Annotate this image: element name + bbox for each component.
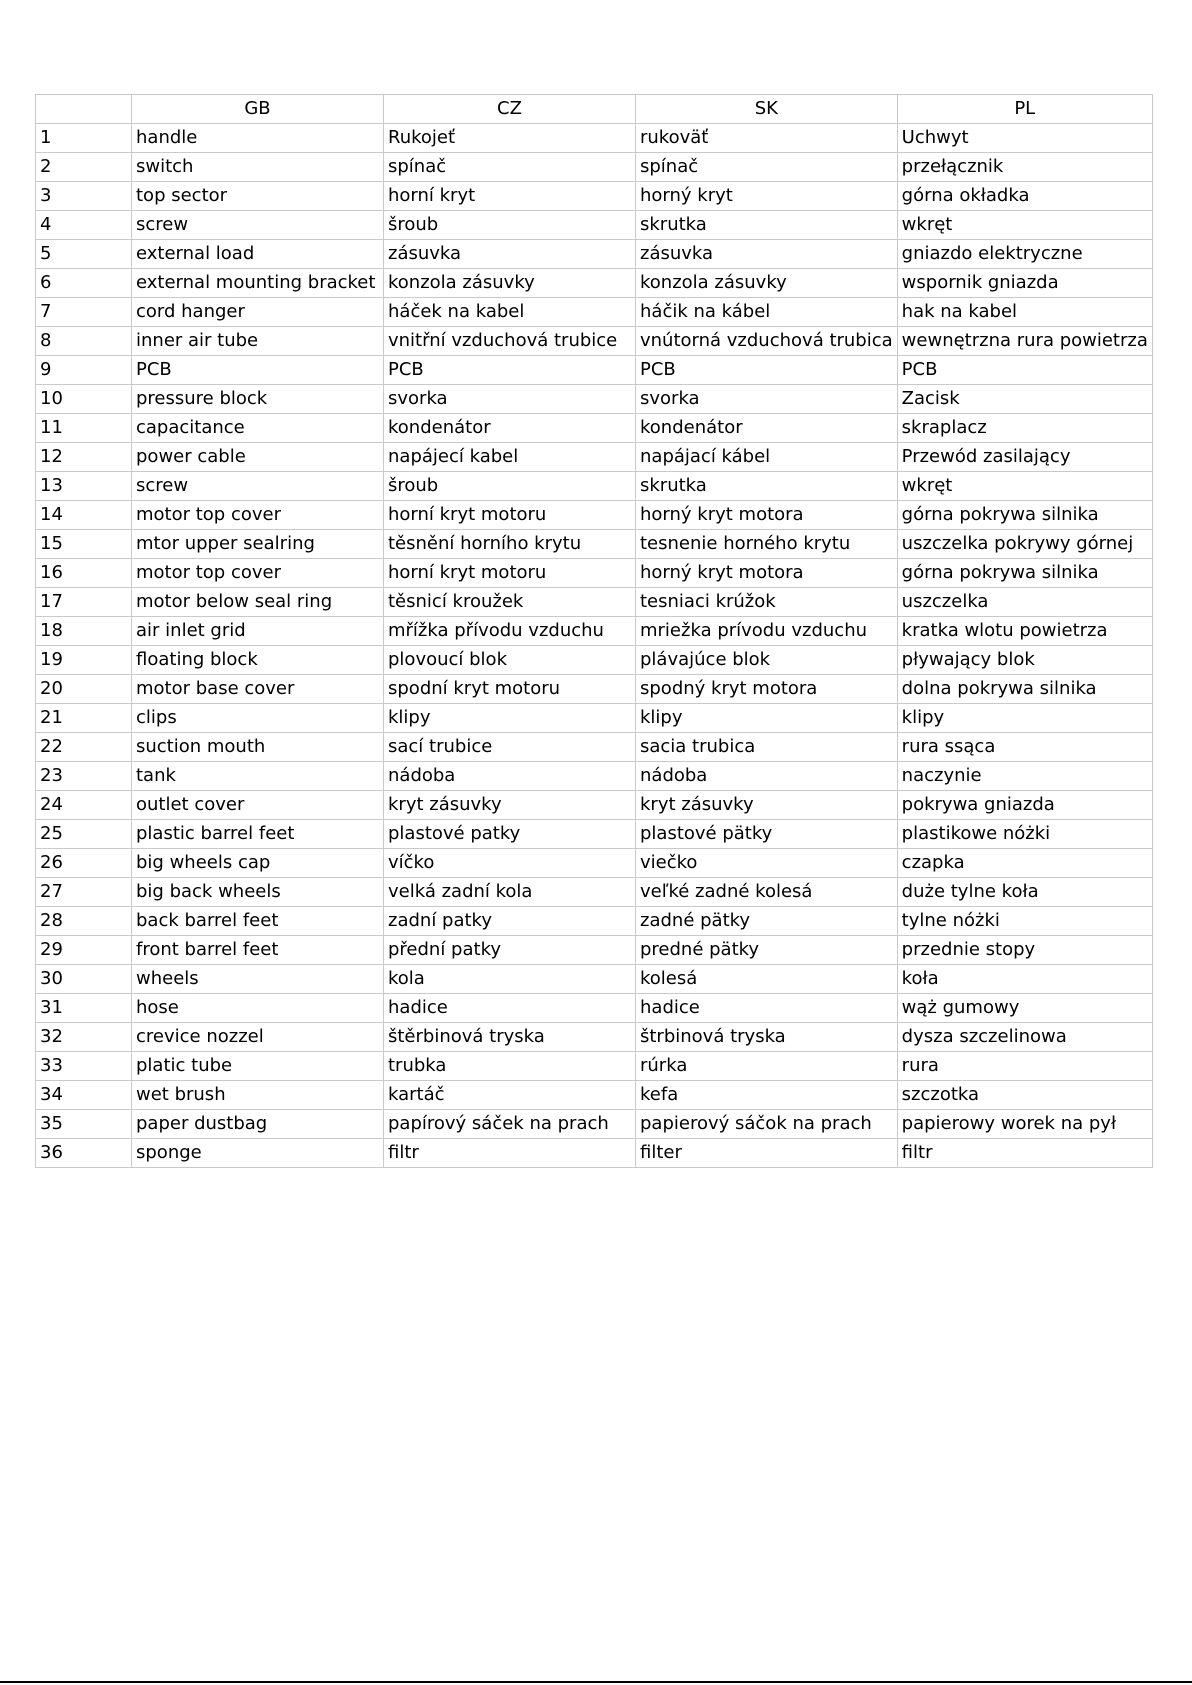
table-cell-index: 14 — [36, 501, 132, 530]
table-row — [36, 733, 1153, 762]
table-cell-cz: štěrbinová tryska — [384, 1023, 636, 1052]
table-cell-pl: rura ssąca — [897, 733, 1152, 762]
table-row — [36, 472, 1153, 501]
table-cell-sk: nádoba — [636, 762, 898, 791]
table-cell-sk: spodný kryt motora — [636, 675, 898, 704]
table-cell-pl: wewnętrzna rura powietrza — [897, 327, 1152, 356]
table-cell-cz: víčko — [384, 849, 636, 878]
table-cell-gb: outlet cover — [132, 791, 384, 820]
table-cell-index: 26 — [36, 849, 132, 878]
table-cell-index: 30 — [36, 965, 132, 994]
table-cell-index: 12 — [36, 443, 132, 472]
table-cell-pl: szczotka — [897, 1081, 1152, 1110]
table-cell-sk: rúrka — [636, 1052, 898, 1081]
table-cell-pl: wspornik gniazda — [897, 269, 1152, 298]
table-cell-gb: platic tube — [132, 1052, 384, 1081]
table-cell-gb: motor base cover — [132, 675, 384, 704]
table-cell-index: 34 — [36, 1081, 132, 1110]
table-cell-sk: horný kryt — [636, 182, 898, 211]
table-cell-cz: vnitřní vzduchová trubice — [384, 327, 636, 356]
table-cell-pl: wkręt — [897, 472, 1152, 501]
parts-translation-table — [35, 94, 1153, 1168]
table-cell-cz: klipy — [384, 704, 636, 733]
table-cell-cz: zadní patky — [384, 907, 636, 936]
table-row — [36, 1081, 1153, 1110]
table-cell-pl: dysza szczelinowa — [897, 1023, 1152, 1052]
table-cell-sk: háčik na kábel — [636, 298, 898, 327]
table-row — [36, 791, 1153, 820]
table-cell-pl: tylne nóżki — [897, 907, 1152, 936]
table-cell-pl: naczynie — [897, 762, 1152, 791]
header-cell-gb: GB — [132, 95, 384, 124]
table-cell-sk: horný kryt motora — [636, 501, 898, 530]
header-cell-sk: SK — [636, 95, 898, 124]
table-cell-gb: hose — [132, 994, 384, 1023]
table-cell-index: 19 — [36, 646, 132, 675]
table-cell-pl: przednie stopy — [897, 936, 1152, 965]
table-cell-gb: clips — [132, 704, 384, 733]
header-cell-cz: CZ — [384, 95, 636, 124]
table-row — [36, 878, 1153, 907]
table-cell-pl: pokrywa gniazda — [897, 791, 1152, 820]
table-cell-cz: trubka — [384, 1052, 636, 1081]
table-cell-gb: screw — [132, 472, 384, 501]
table-cell-gb: front barrel feet — [132, 936, 384, 965]
table-row — [36, 907, 1153, 936]
header-cell-pl: PL — [897, 95, 1152, 124]
table-cell-gb: pressure block — [132, 385, 384, 414]
header-row — [36, 95, 1153, 124]
table-cell-index: 33 — [36, 1052, 132, 1081]
table-row — [36, 153, 1153, 182]
table-cell-cz: svorka — [384, 385, 636, 414]
table-cell-sk: vnútorná vzduchová trubica — [636, 327, 898, 356]
table-cell-cz: velká zadní kola — [384, 878, 636, 907]
table-cell-pl: czapka — [897, 849, 1152, 878]
table-cell-index: 23 — [36, 762, 132, 791]
table-cell-gb: external load — [132, 240, 384, 269]
table-cell-pl: duże tylne koła — [897, 878, 1152, 907]
table-cell-pl: klipy — [897, 704, 1152, 733]
table-cell-index: 27 — [36, 878, 132, 907]
table-cell-cz: plovoucí blok — [384, 646, 636, 675]
table-row — [36, 443, 1153, 472]
table-cell-index: 2 — [36, 153, 132, 182]
table-cell-sk: rukoväť — [636, 124, 898, 153]
table-cell-gb: power cable — [132, 443, 384, 472]
table-cell-cz: konzola zásuvky — [384, 269, 636, 298]
table-cell-cz: papírový sáček na prach — [384, 1110, 636, 1139]
table-cell-cz: kondenátor — [384, 414, 636, 443]
table-cell-cz: horní kryt motoru — [384, 501, 636, 530]
table-cell-gb: paper dustbag — [132, 1110, 384, 1139]
table-row — [36, 1139, 1153, 1168]
table-cell-sk: PCB — [636, 356, 898, 385]
table-cell-sk: štrbinová tryska — [636, 1023, 898, 1052]
table-cell-index: 15 — [36, 530, 132, 559]
table-cell-cz: přední patky — [384, 936, 636, 965]
table-row — [36, 994, 1153, 1023]
table-cell-sk: kondenátor — [636, 414, 898, 443]
table-row — [36, 385, 1153, 414]
table-row — [36, 965, 1153, 994]
table-cell-pl: rura — [897, 1052, 1152, 1081]
table-row — [36, 936, 1153, 965]
table-cell-gb: PCB — [132, 356, 384, 385]
table-cell-index: 17 — [36, 588, 132, 617]
table-cell-cz: těsnění horního krytu — [384, 530, 636, 559]
table-cell-index: 5 — [36, 240, 132, 269]
table-cell-cz: šroub — [384, 211, 636, 240]
table-cell-index: 28 — [36, 907, 132, 936]
table-cell-index: 11 — [36, 414, 132, 443]
table-cell-gb: top sector — [132, 182, 384, 211]
table-row — [36, 559, 1153, 588]
table-cell-sk: kryt zásuvky — [636, 791, 898, 820]
table-cell-sk: plastové pätky — [636, 820, 898, 849]
table-cell-gb: handle — [132, 124, 384, 153]
table-cell-sk: napájací kábel — [636, 443, 898, 472]
table-cell-cz: kryt zásuvky — [384, 791, 636, 820]
table-cell-cz: zásuvka — [384, 240, 636, 269]
table-cell-sk: skrutka — [636, 211, 898, 240]
table-cell-cz: horní kryt — [384, 182, 636, 211]
table-row — [36, 501, 1153, 530]
table-cell-gb: air inlet grid — [132, 617, 384, 646]
table-row — [36, 617, 1153, 646]
table-cell-gb: wet brush — [132, 1081, 384, 1110]
table-row — [36, 269, 1153, 298]
table-cell-sk: viečko — [636, 849, 898, 878]
table-cell-index: 21 — [36, 704, 132, 733]
table-cell-sk: zadné pätky — [636, 907, 898, 936]
table-cell-sk: kolesá — [636, 965, 898, 994]
table-cell-pl: górna pokrywa silnika — [897, 501, 1152, 530]
table-cell-index: 22 — [36, 733, 132, 762]
table-row — [36, 849, 1153, 878]
table-cell-pl: filtr — [897, 1139, 1152, 1168]
table-cell-pl: hak na kabel — [897, 298, 1152, 327]
table-cell-pl: dolna pokrywa silnika — [897, 675, 1152, 704]
table-cell-pl: Uchwyt — [897, 124, 1152, 153]
table-cell-cz: spodní kryt motoru — [384, 675, 636, 704]
table-cell-sk: konzola zásuvky — [636, 269, 898, 298]
table-cell-index: 3 — [36, 182, 132, 211]
table-cell-cz: hadice — [384, 994, 636, 1023]
table-cell-sk: papierový sáčok na prach — [636, 1110, 898, 1139]
table-cell-gb: cord hanger — [132, 298, 384, 327]
table-cell-pl: uszczelka pokrywy górnej — [897, 530, 1152, 559]
table-cell-index: 13 — [36, 472, 132, 501]
table-cell-sk: predné pätky — [636, 936, 898, 965]
table-cell-pl: pływający blok — [897, 646, 1152, 675]
table-cell-index: 25 — [36, 820, 132, 849]
table-body — [36, 124, 1153, 1168]
table-row — [36, 675, 1153, 704]
header-cell-index — [36, 95, 132, 124]
table-cell-cz: sací trubice — [384, 733, 636, 762]
table-row — [36, 1023, 1153, 1052]
table-cell-pl: wkręt — [897, 211, 1152, 240]
table-cell-cz: háček na kabel — [384, 298, 636, 327]
table-cell-cz: těsnicí kroužek — [384, 588, 636, 617]
table-cell-pl: kratka wlotu powietrza — [897, 617, 1152, 646]
table-cell-gb: floating block — [132, 646, 384, 675]
table-cell-cz: šroub — [384, 472, 636, 501]
table-cell-cz: Rukojeť — [384, 124, 636, 153]
table-cell-pl: przełącznik — [897, 153, 1152, 182]
table-row — [36, 588, 1153, 617]
table-cell-cz: nádoba — [384, 762, 636, 791]
table-cell-pl: plastikowe nóżki — [897, 820, 1152, 849]
table-row — [36, 211, 1153, 240]
table-cell-cz: mřížka přívodu vzduchu — [384, 617, 636, 646]
table-cell-index: 6 — [36, 269, 132, 298]
table-cell-sk: plávajúce blok — [636, 646, 898, 675]
table-cell-index: 31 — [36, 994, 132, 1023]
table-row — [36, 820, 1153, 849]
table-cell-sk: mriežka prívodu vzduchu — [636, 617, 898, 646]
table-cell-sk: sacia trubica — [636, 733, 898, 762]
table-cell-sk: horný kryt motora — [636, 559, 898, 588]
table-cell-sk: zásuvka — [636, 240, 898, 269]
table-row — [36, 530, 1153, 559]
table-cell-index: 8 — [36, 327, 132, 356]
table-cell-cz: kola — [384, 965, 636, 994]
table-cell-gb: capacitance — [132, 414, 384, 443]
table-cell-sk: svorka — [636, 385, 898, 414]
table-cell-cz: spínač — [384, 153, 636, 182]
table-cell-gb: switch — [132, 153, 384, 182]
table-cell-sk: hadice — [636, 994, 898, 1023]
table-cell-pl: papierowy worek na pył — [897, 1110, 1152, 1139]
table-cell-index: 16 — [36, 559, 132, 588]
table-cell-pl: wąż gumowy — [897, 994, 1152, 1023]
table-cell-gb: screw — [132, 211, 384, 240]
table-cell-index: 7 — [36, 298, 132, 327]
table-cell-gb: inner air tube — [132, 327, 384, 356]
table-cell-gb: suction mouth — [132, 733, 384, 762]
table-cell-gb: motor top cover — [132, 501, 384, 530]
page-bottom-border — [0, 1681, 1192, 1683]
table-cell-index: 24 — [36, 791, 132, 820]
table-cell-sk: kefa — [636, 1081, 898, 1110]
table-row — [36, 124, 1153, 153]
table-cell-gb: motor top cover — [132, 559, 384, 588]
table-cell-pl: górna okładka — [897, 182, 1152, 211]
table-cell-sk: klipy — [636, 704, 898, 733]
table-cell-pl: PCB — [897, 356, 1152, 385]
table-cell-gb: big back wheels — [132, 878, 384, 907]
table-cell-gb: mtor upper sealring — [132, 530, 384, 559]
table-row — [36, 704, 1153, 733]
table-row — [36, 240, 1153, 269]
table-cell-pl: uszczelka — [897, 588, 1152, 617]
table-cell-gb: wheels — [132, 965, 384, 994]
table-row — [36, 182, 1153, 211]
table-cell-index: 4 — [36, 211, 132, 240]
table-row — [36, 1110, 1153, 1139]
table-row — [36, 327, 1153, 356]
table-cell-cz: PCB — [384, 356, 636, 385]
table-cell-cz: kartáč — [384, 1081, 636, 1110]
table-cell-index: 1 — [36, 124, 132, 153]
table-cell-cz: napájecí kabel — [384, 443, 636, 472]
table-cell-pl: gniazdo elektryczne — [897, 240, 1152, 269]
table-cell-gb: back barrel feet — [132, 907, 384, 936]
table-cell-sk: tesnenie horného krytu — [636, 530, 898, 559]
table-cell-pl: koła — [897, 965, 1152, 994]
table-cell-pl: skraplacz — [897, 414, 1152, 443]
table-row — [36, 762, 1153, 791]
table-row — [36, 356, 1153, 385]
table-cell-cz: horní kryt motoru — [384, 559, 636, 588]
table-cell-cz: plastové patky — [384, 820, 636, 849]
table-cell-sk: spínač — [636, 153, 898, 182]
table-cell-index: 32 — [36, 1023, 132, 1052]
table-row — [36, 646, 1153, 675]
table-cell-index: 10 — [36, 385, 132, 414]
table-cell-cz: filtr — [384, 1139, 636, 1168]
table-cell-gb: external mounting bracket — [132, 269, 384, 298]
table-cell-index: 20 — [36, 675, 132, 704]
table-cell-gb: plastic barrel feet — [132, 820, 384, 849]
table-cell-gb: tank — [132, 762, 384, 791]
table-cell-index: 9 — [36, 356, 132, 385]
table-row — [36, 414, 1153, 443]
table-cell-index: 29 — [36, 936, 132, 965]
table-cell-sk: skrutka — [636, 472, 898, 501]
table-cell-pl: górna pokrywa silnika — [897, 559, 1152, 588]
table-cell-gb: motor below seal ring — [132, 588, 384, 617]
table-row — [36, 298, 1153, 327]
table-cell-index: 36 — [36, 1139, 132, 1168]
table-cell-sk: tesniaci krúžok — [636, 588, 898, 617]
table-cell-gb: crevice nozzel — [132, 1023, 384, 1052]
table-row — [36, 1052, 1153, 1081]
table-cell-pl: Przewód zasilający — [897, 443, 1152, 472]
table-cell-index: 35 — [36, 1110, 132, 1139]
table-cell-pl: Zacisk — [897, 385, 1152, 414]
table-cell-index: 18 — [36, 617, 132, 646]
table-cell-gb: sponge — [132, 1139, 384, 1168]
table-cell-sk: filter — [636, 1139, 898, 1168]
table-cell-gb: big wheels cap — [132, 849, 384, 878]
table-cell-sk: veľké zadné kolesá — [636, 878, 898, 907]
